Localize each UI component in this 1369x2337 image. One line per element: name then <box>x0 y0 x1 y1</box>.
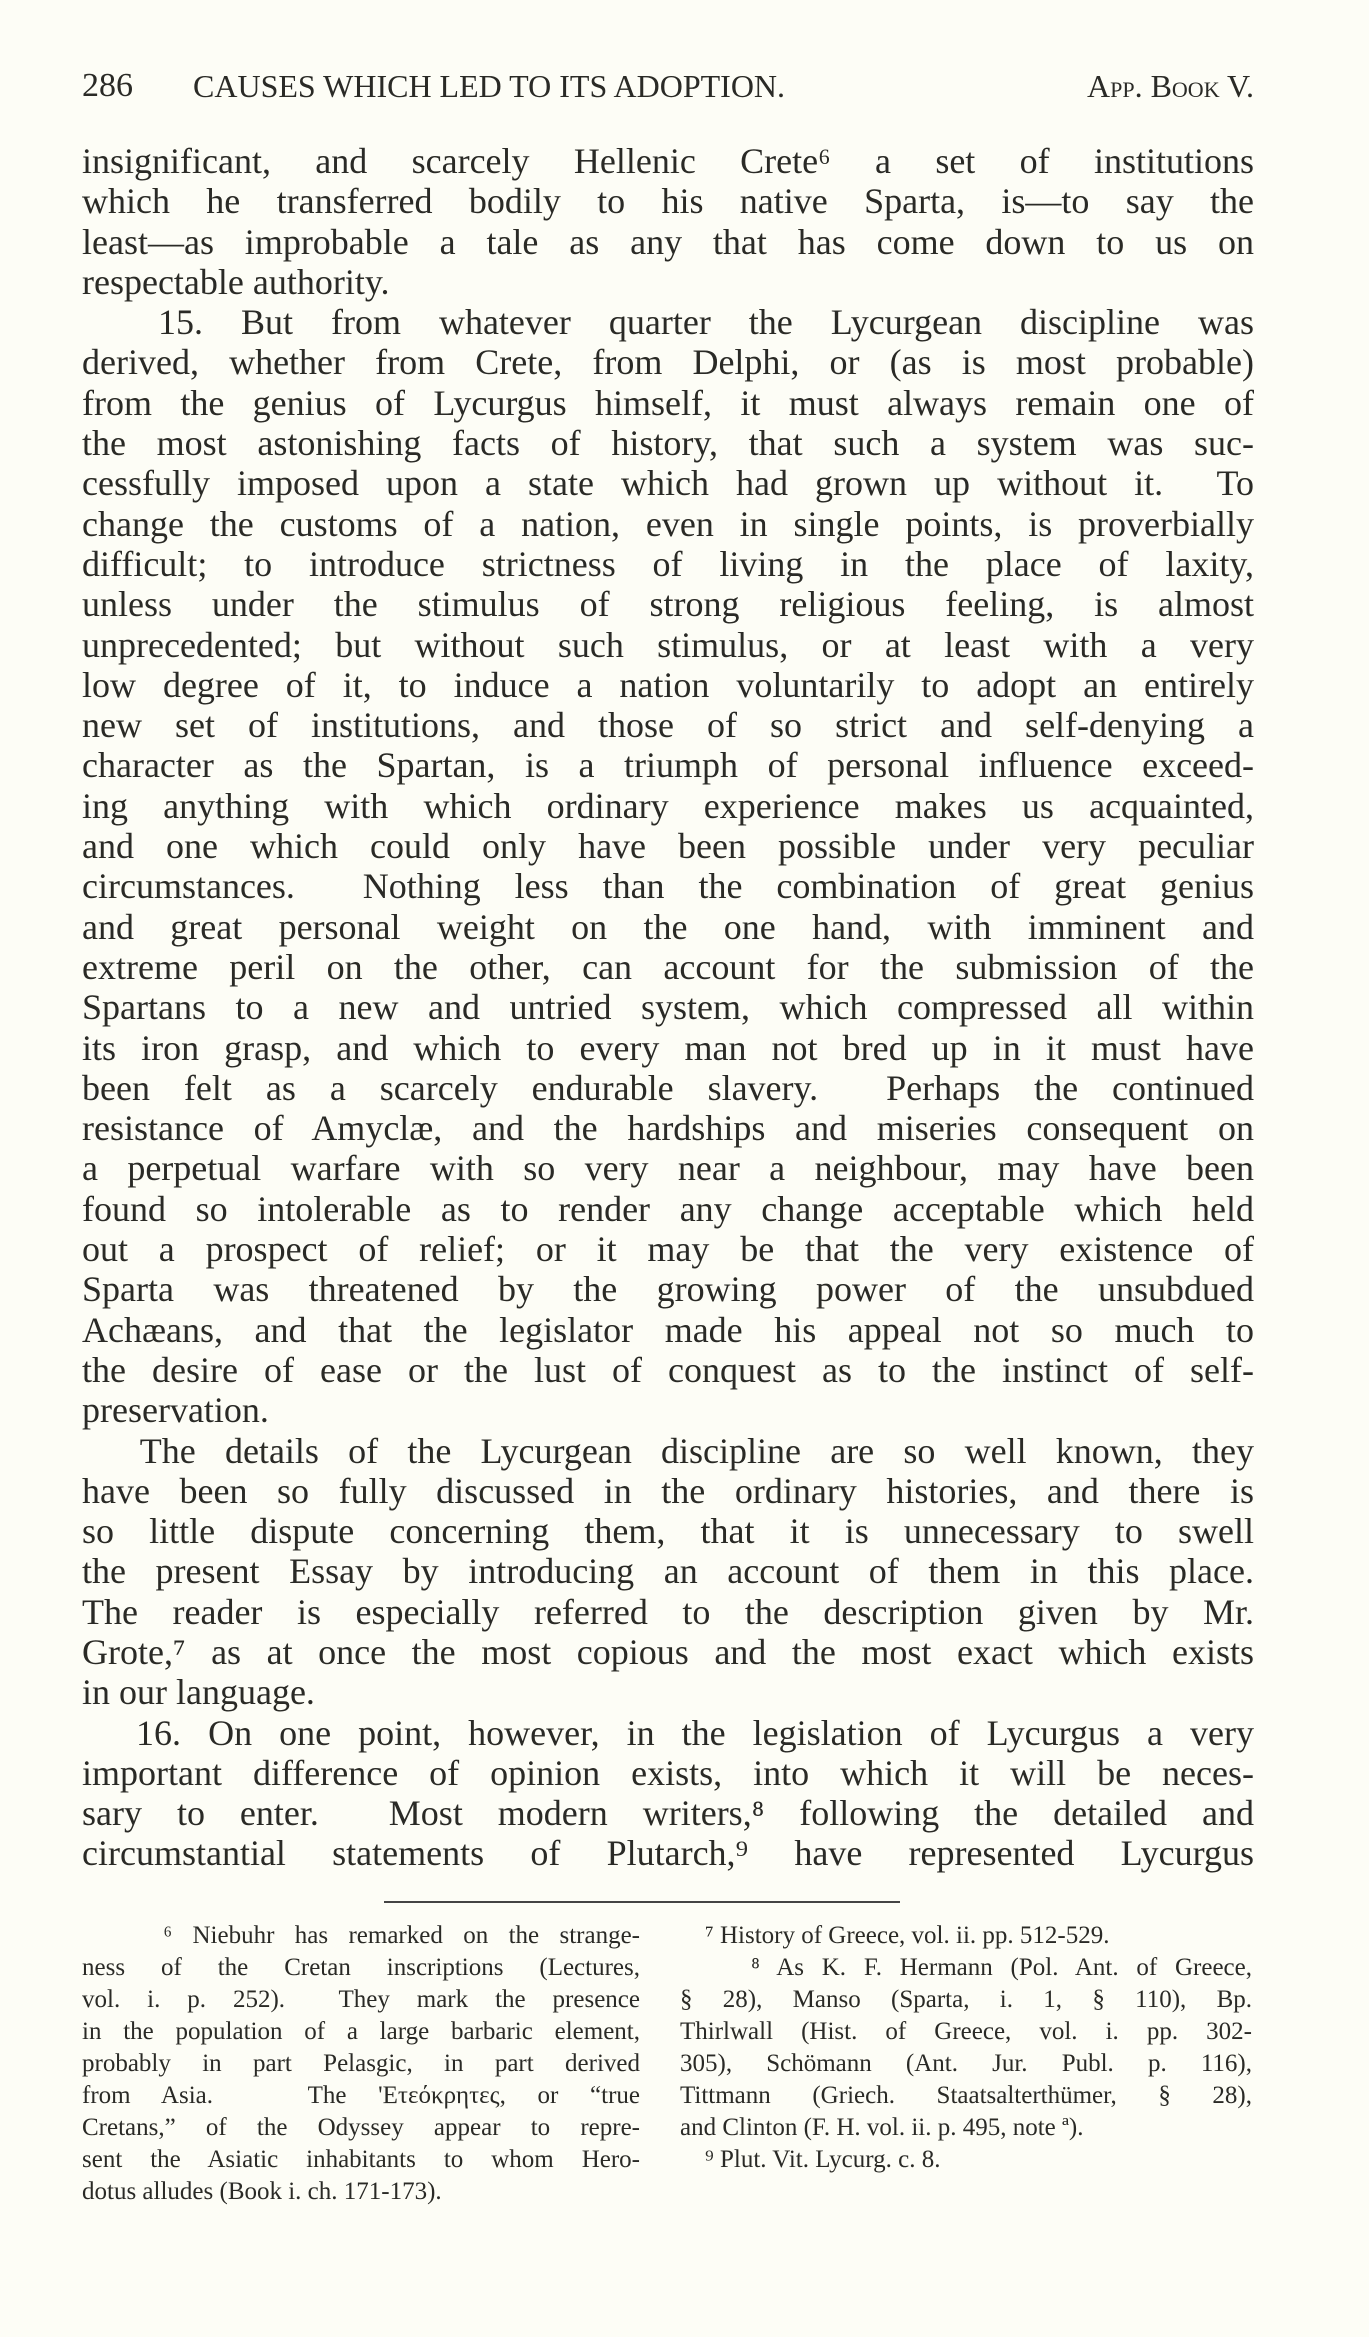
text-line: resistance of Amyclæ, and the hardships and miseries consequent on <box>82 1108 1254 1149</box>
footnote-line: ⁹ Plut. Vit. Lycurg. c. 8. <box>680 2146 941 2173</box>
text-line: Sparta was threatened by the growing power of the unsubdued <box>82 1269 1254 1310</box>
text-line: the desire of ease or the lust of conquest as to the instinct of self- <box>82 1349 1254 1390</box>
footnote-line: Cretans,” of the Odyssey appear to repre- <box>82 2114 640 2141</box>
footnote-line: and Clinton (F. H. vol. ii. p. 495, note ª). <box>680 2114 1084 2141</box>
text-line: derived, whether from Crete, from Delphi, or (as is most probable) <box>82 342 1254 383</box>
footnotes-left-column <box>82 1920 640 2208</box>
text-line: insignificant, and scarcely Hellenic Crete⁶ a set of institutions <box>82 141 1254 181</box>
text-line: new set of institutions, and those of so strict and self-denying a <box>82 705 1254 746</box>
text-line: which he transferred bodily to his native Sparta, is—to say the <box>82 181 1254 222</box>
text-line: unless under the stimulus of strong religious feeling, is almost <box>82 584 1254 625</box>
text-line: the most astonishing facts of history, that such a system was suc- <box>82 423 1254 464</box>
text-line: low degree of it, to induce a nation voluntarily to adopt an entirely <box>82 664 1254 705</box>
text-line: difficult; to introduce strictness of living in the place of laxity, <box>82 543 1254 584</box>
footnote-line: in the population of a large barbaric element, <box>82 2018 640 2045</box>
text-line: from the genius of Lycurgus himself, it must always remain one of <box>82 382 1254 423</box>
text-line: the present Essay by introducing an account of them in this place. <box>82 1551 1254 1592</box>
text-line: Achæans, and that the legislator made his appeal not so much to <box>82 1309 1254 1350</box>
text-line: least—as improbable a tale as any that has come down to us on <box>82 221 1254 262</box>
text-line: character as the Spartan, is a triumph of personal influence exceed- <box>82 745 1254 786</box>
text-line: and one which could only have been possible under very peculiar <box>82 826 1254 867</box>
text-line: found so intolerable as to render any change acceptable which held <box>82 1188 1254 1229</box>
text-line: a perpetual warfare with so very near a neighbour, may have been <box>82 1148 1254 1189</box>
footnote-line: ⁶ Niebuhr has remarked on the strange- <box>82 1922 640 1949</box>
text-line: Spartans to a new and untried system, which compressed all within <box>82 987 1254 1028</box>
footnote-line: from Asia. The 'Ετεόκρητες, or “true <box>82 2082 640 2109</box>
footnote-line: probably in part Pelasgic, in part derived <box>82 2050 640 2077</box>
text-line: have been so fully discussed in the ordinary histories, and there is <box>82 1470 1254 1511</box>
text-line: out a prospect of relief; or it may be that the very existence of <box>82 1229 1254 1270</box>
text-line: ing anything with which ordinary experience makes us acquainted, <box>82 785 1254 826</box>
text-line: circumstances. Nothing less than the combination of great genius <box>82 866 1254 907</box>
text-line: so little dispute concerning them, that it is unnecessary to swell <box>82 1511 1254 1552</box>
text-line: extreme peril on the other, can account for the submission of the <box>82 946 1254 987</box>
footnote-line: 305), Schömann (Ant. Jur. Publ. p. 116), <box>680 2050 1252 2077</box>
text-line: Grote,⁷ as at once the most copious and the most exact which exists <box>82 1631 1254 1672</box>
footnote-line: vol. i. p. 252). They mark the presence <box>82 1986 640 2013</box>
text-line: and great personal weight on the one hand, with imminent and <box>82 906 1254 947</box>
text-line: 15. But from whatever quarter the Lycurgean discipline was <box>82 302 1254 343</box>
footnote-line: ness of the Cretan inscriptions (Lectures, <box>82 1954 640 1981</box>
text-line: been felt as a scarcely endurable slavery. Perhaps the continued <box>82 1067 1254 1108</box>
footnote-line: Tittmann (Griech. Staatsalterthümer, § 28), <box>680 2082 1252 2109</box>
running-title: CAUSES WHICH LED TO ITS ADOPTION. <box>193 68 786 104</box>
text-line: in our language. <box>82 1672 315 1713</box>
footnote-line: Thirlwall (Hist. of Greece, vol. i. pp. 302- <box>680 2018 1252 2045</box>
footnotes-right-column <box>680 1920 1252 2176</box>
body-text <box>82 141 1254 1874</box>
text-line: preservation. <box>82 1390 269 1431</box>
text-line: sary to enter. Most modern writers,⁸ following the detailed and <box>82 1793 1254 1834</box>
text-line: unprecedented; but without such stimulus, or at least with a very <box>82 624 1254 665</box>
text-line: The details of the Lycurgean discipline are so well known, they <box>82 1430 1254 1471</box>
text-line: its iron grasp, and which to every man not bred up in it must have <box>82 1027 1254 1068</box>
footnote-line: dotus alludes (Book i. ch. 171-173). <box>82 2178 442 2205</box>
text-line: circumstantial statements of Plutarch,⁹ have represented Lycurgus <box>82 1833 1254 1874</box>
footnote-line: § 28), Manso (Sparta, i. 1, § 110), Bp. <box>680 1986 1252 2013</box>
footnote-line: ⁷ History of Greece, vol. ii. pp. 512-529. <box>680 1922 1110 1949</box>
text-line: respectable authority. <box>82 261 390 302</box>
page-header <box>82 64 1254 110</box>
book-reference: App. Book V. <box>1087 68 1254 104</box>
footnote-line: ⁸ As K. F. Hermann (Pol. Ant. of Greece, <box>680 1954 1252 1981</box>
text-line: The reader is especially referred to the description given by Mr. <box>82 1591 1254 1632</box>
footnote-line: sent the Asiatic inhabitants to whom Hero- <box>82 2146 640 2173</box>
text-line: important difference of opinion exists, into which it will be neces- <box>82 1752 1254 1793</box>
footnote-rule <box>384 1901 900 1903</box>
page-number: 286 <box>82 67 133 104</box>
text-line: cessfully imposed upon a state which had grown up without it. To <box>82 463 1254 504</box>
text-line: change the customs of a nation, even in single points, is proverbially <box>82 503 1254 544</box>
text-line: 16. On one point, however, in the legislation of Lycurgus a very <box>82 1712 1254 1753</box>
